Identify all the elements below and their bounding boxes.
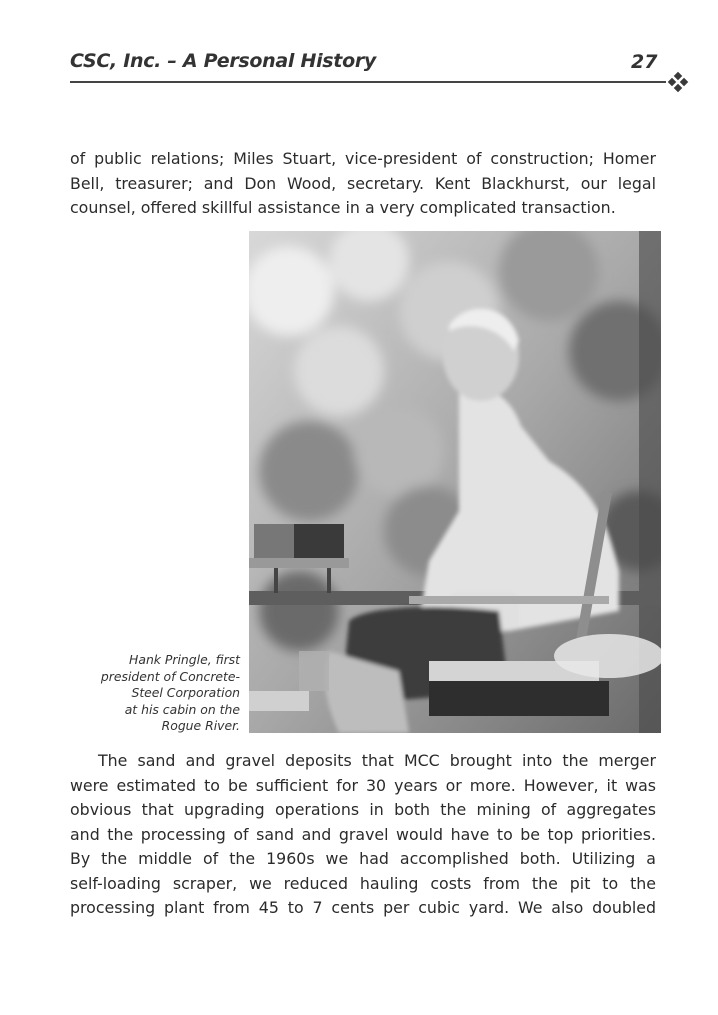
- text-line: counsel, offered skillful assistance in a very complicated transaction.: [70, 198, 616, 217]
- paragraph-1: [70, 147, 656, 221]
- caption-line: at his cabin on the: [124, 701, 240, 717]
- text-line: and the processing of sand and gravel would have to be top priorities.: [70, 824, 656, 844]
- caption-line: Hank Pringle, first: [129, 652, 240, 667]
- caption-line: president of Concrete-: [100, 668, 240, 684]
- text-line: The sand and gravel deposits that MCC brought into the merger: [98, 751, 656, 770]
- page-number: 27: [631, 51, 658, 73]
- paragraph-2: [70, 749, 656, 921]
- caption-line: Rogue River.: [161, 718, 240, 734]
- diamond-ornament-icon: [667, 72, 689, 94]
- header-rule: [70, 81, 666, 83]
- text-line: By the middle of the 1960s we had accomplished both. Utilizing a: [70, 849, 656, 868]
- photo-hank-pringle: [249, 231, 661, 733]
- text-line: of public relations; Miles Stuart, vice-president of construction; Homer: [70, 149, 656, 168]
- caption-line: Steel Corporation: [131, 685, 240, 701]
- text-line: processing plant from 45 to 7 cents per cubic yard. We also doubled: [70, 898, 656, 917]
- photo-caption: [70, 652, 240, 735]
- text-line: self-loading scraper, we reduced hauling costs from the pit to the: [70, 873, 656, 893]
- text-line: were estimated to be sufficient for 30 years or more. However, it was: [70, 775, 656, 795]
- photo-illustration: [249, 231, 661, 733]
- text-line: Bell, treasurer; and Don Wood, secretary. Kent Blackhurst, our legal: [70, 173, 656, 193]
- running-header-title: CSC, Inc. – A Personal History: [70, 50, 376, 72]
- text-line: obvious that upgrading operations in both the mining of aggregates: [70, 800, 656, 819]
